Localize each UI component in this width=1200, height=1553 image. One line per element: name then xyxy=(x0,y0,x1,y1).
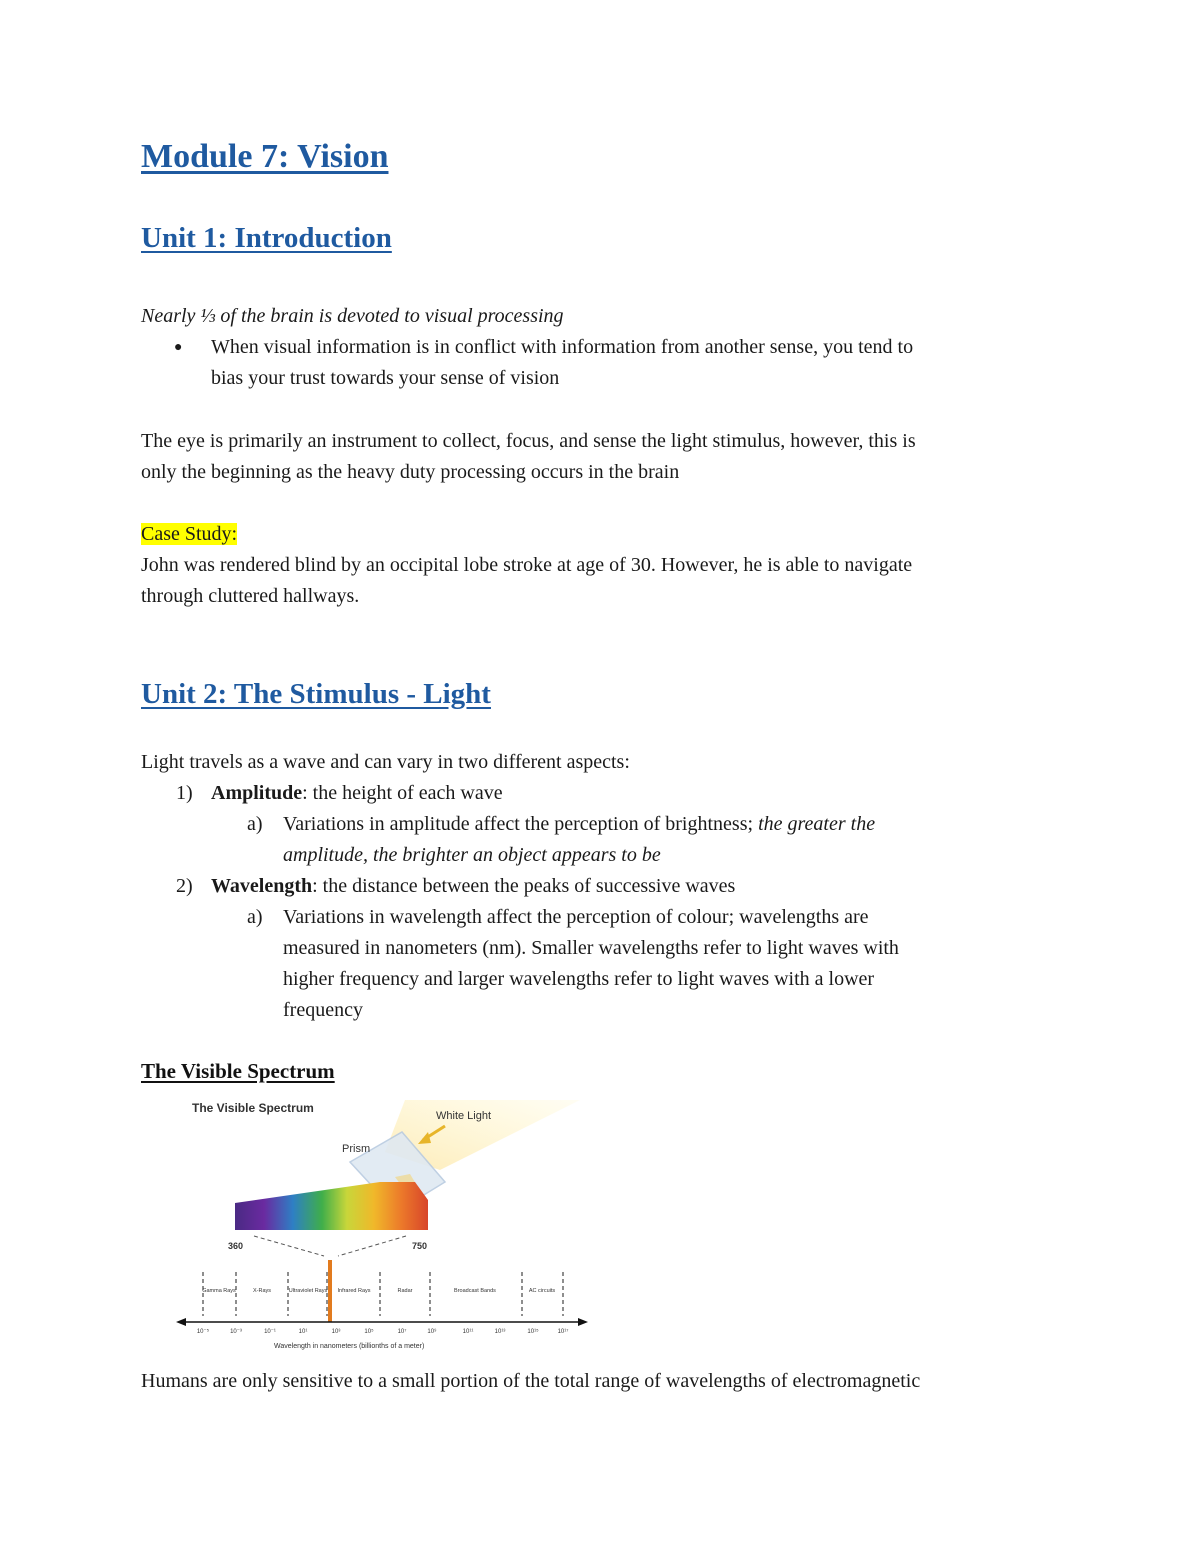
bullet-text-line1: When visual information is in conflict with information from another sense, you tend to xyxy=(211,336,914,358)
band-label-uv: Ultraviolet Rays xyxy=(288,1288,328,1294)
figure-title: The Visible Spectrum xyxy=(192,1101,314,1115)
range-low-label: 360 xyxy=(228,1241,244,1251)
wavelength-sub-line2: measured in nanometers (nm). Smaller wavelengths refer to light waves with xyxy=(283,937,899,959)
band-dividers xyxy=(203,1272,563,1316)
case-study-highlight: Case Study: xyxy=(141,523,238,545)
list-marker-2: 2) xyxy=(176,875,193,897)
axis-tick: 10¹⁵ xyxy=(527,1329,539,1335)
zoom-line-right xyxy=(338,1236,406,1256)
bullet-marker: ● xyxy=(174,340,183,355)
wavelength-item xyxy=(211,871,735,902)
module-title: Module 7: Vision xyxy=(141,138,389,175)
range-high-label: 750 xyxy=(412,1241,428,1251)
band-label-xray: X-Rays xyxy=(252,1288,272,1294)
axis-arrow-left xyxy=(176,1318,186,1326)
axis-label: Wavelength in nanometers (billionths of a meter) xyxy=(274,1343,425,1350)
band-label-radar: Radar xyxy=(397,1288,413,1294)
unit2-title: Unit 2: The Stimulus - Light xyxy=(141,678,491,710)
axis-tick: 10⁻¹ xyxy=(264,1329,276,1335)
unit1-intro: Nearly ⅓ of the brain is devoted to visual processing xyxy=(141,305,564,327)
sublist-marker-1a: a) xyxy=(247,813,263,835)
sublist-marker-2a: a) xyxy=(247,906,263,928)
case-study-line1: John was rendered blind by an occipital lobe stroke at age of 30. However, he is able to navigate xyxy=(141,554,913,576)
wavelength-definition: : the distance between the peaks of successive waves xyxy=(312,875,736,897)
spectrum-band xyxy=(235,1182,428,1230)
axis-arrow-right xyxy=(578,1318,588,1326)
axis-tick: 10³ xyxy=(331,1329,341,1335)
visible-light-marker xyxy=(328,1260,332,1322)
axis-tick: 10¹¹ xyxy=(462,1329,474,1335)
axis-tick: 10¹³ xyxy=(494,1329,506,1335)
axis-tick: 10¹⁷ xyxy=(557,1329,569,1335)
band-label-gamma: Gamma Rays xyxy=(202,1288,236,1294)
band-label-broadcast: Broadcast Bands xyxy=(454,1288,496,1294)
prism-label: Prism xyxy=(342,1143,371,1155)
amplitude-sub-line1 xyxy=(283,809,875,840)
wavelength-term: Wavelength xyxy=(211,875,313,897)
axis-ticks xyxy=(197,1328,569,1335)
axis-tick: 10⁹ xyxy=(427,1329,437,1335)
case-study-line2: through cluttered hallways. xyxy=(141,585,360,607)
axis-tick: 10⁷ xyxy=(397,1329,407,1335)
axis-tick: 10⁻⁵ xyxy=(196,1329,210,1335)
wavelength-sub-line4: frequency xyxy=(283,999,363,1021)
visible-spectrum-figure xyxy=(170,1092,590,1354)
case-study-label xyxy=(141,519,1071,550)
white-light-label: White Light xyxy=(436,1110,492,1122)
bullet-text-line2: bias your trust towards your sense of vision xyxy=(211,367,560,389)
amplitude-item xyxy=(211,778,503,809)
amplitude-sub-plain: Variations in amplitude affect the perception of brightness; xyxy=(283,813,759,835)
axis-tick: 10¹ xyxy=(298,1329,308,1335)
band-labels xyxy=(202,1288,555,1294)
band-label-ac: AC circuits xyxy=(528,1288,556,1294)
eye-paragraph-line2: only the beginning as the heavy duty processing occurs in the brain xyxy=(141,461,680,483)
axis-tick: 10⁵ xyxy=(364,1329,374,1335)
list-marker-1: 1) xyxy=(176,782,193,804)
visible-spectrum-heading: The Visible Spectrum xyxy=(141,1059,335,1083)
eye-paragraph-line1: The eye is primarily an instrument to collect, focus, and sense the light stimulus, however, this is xyxy=(141,430,916,452)
amplitude-sub-line2: amplitude, the brighter an object appears to be xyxy=(283,844,661,866)
amplitude-sub-italic: the greater the xyxy=(758,813,876,835)
amplitude-definition: : the height of each wave xyxy=(302,782,503,804)
wavelength-sub-line3: higher frequency and larger wavelengths refer to light waves with a lower xyxy=(283,968,875,990)
closing-line: Humans are only sensitive to a small portion of the total range of wavelengths of electromagnetic xyxy=(141,1370,921,1392)
wavelength-sub-line1: Variations in wavelength affect the perception of colour; wavelengths are xyxy=(283,906,869,928)
amplitude-term: Amplitude xyxy=(211,782,303,804)
zoom-line-left xyxy=(254,1236,324,1256)
axis-tick: 10⁻³ xyxy=(230,1329,242,1335)
unit1-title: Unit 1: Introduction xyxy=(141,222,392,254)
unit2-lead: Light travels as a wave and can vary in two different aspects: xyxy=(141,751,630,773)
band-label-infrared: Infrared Rays xyxy=(337,1288,371,1294)
